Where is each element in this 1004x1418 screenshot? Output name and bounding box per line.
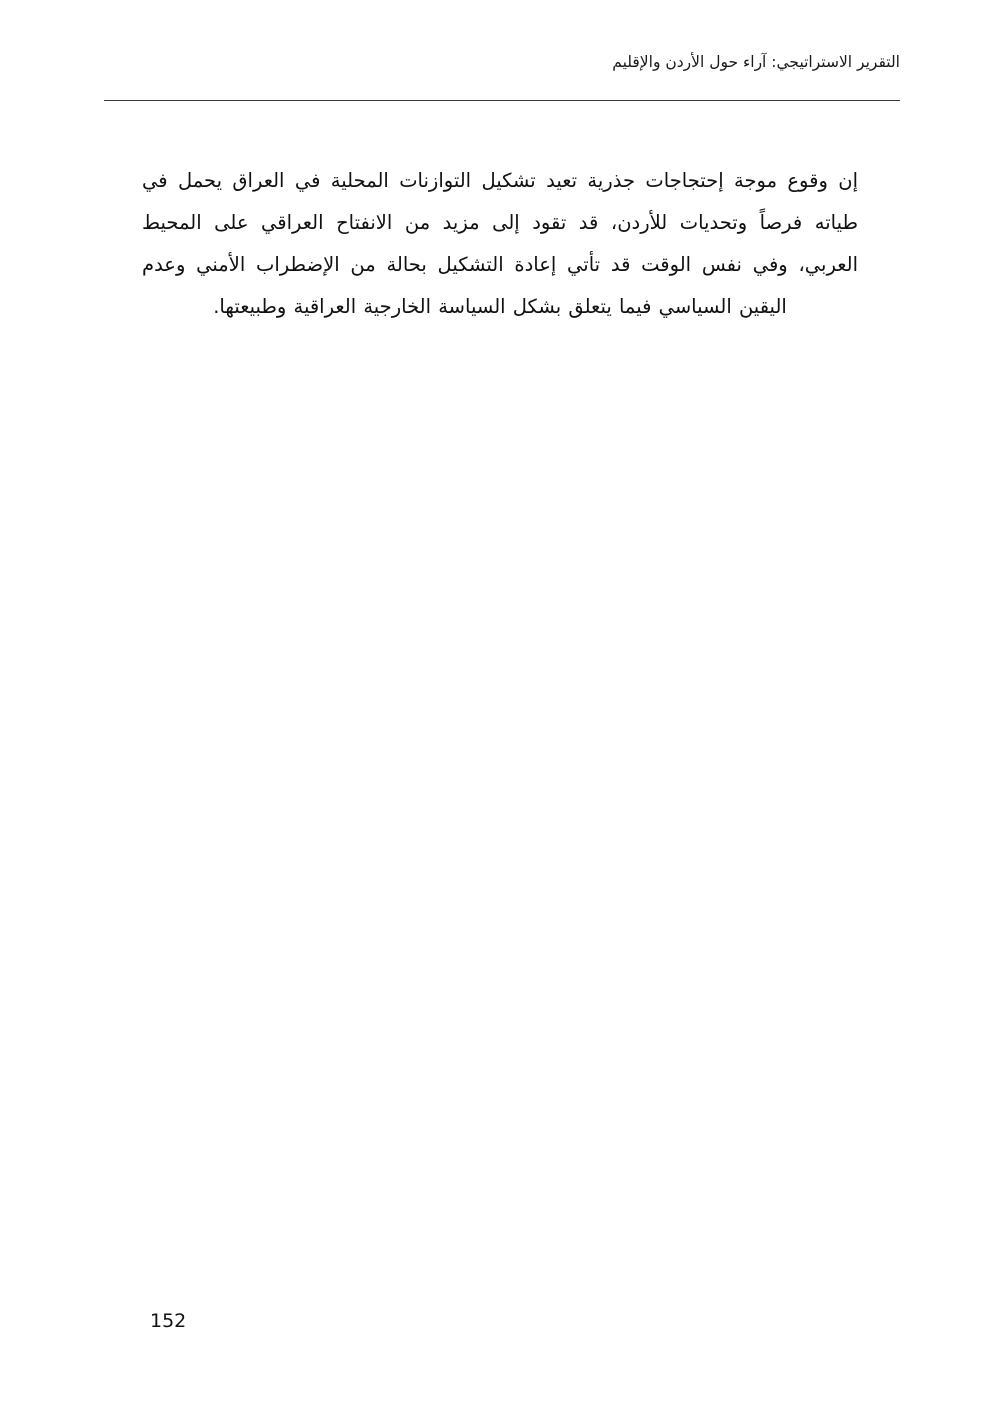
header-divider (104, 100, 900, 101)
paragraph: إن وقوع موجة إحتجاجات جذرية تعيد تشكيل التوازنات المحلية في العراق يحمل في طياته فرصاً وتحديات للأردن، قد تقود إلى مزيد من الانفتاح العراقي على المحيط العربي، وفي نفس الوقت قد تأتي إعادة التشكيل بحالة من الإضطراب الأمني وعدم اليقين السياسي فيما يتعلق بشكل السياسة الخارجية العراقية وطبيعتها. (142, 169, 858, 318)
running-head: التقرير الاستراتيجي: آراء حول الأردن والإقليم (612, 53, 900, 71)
body-text-block (142, 160, 858, 328)
page-number: 152 (150, 1310, 187, 1332)
